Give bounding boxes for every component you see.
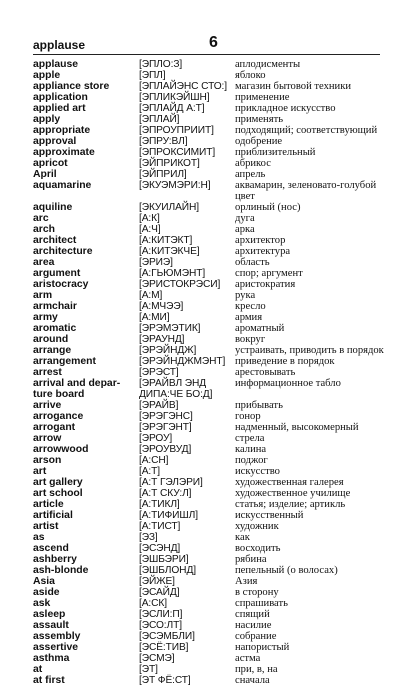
entry-headword: art gallery (33, 477, 83, 488)
dictionary-entry (33, 180, 393, 202)
entry-transcription: [А:МЧЭЭ] (139, 301, 184, 312)
entry-translation: восходить (235, 543, 281, 554)
entry-transcription: [ЭРИЭ] (139, 257, 173, 268)
entry-headword: art school (33, 488, 83, 499)
entry-headword: aquamarine (33, 180, 92, 191)
entry-translation: Азия (235, 576, 258, 587)
dictionary-entry (33, 532, 393, 543)
entry-headword: arrive (33, 400, 62, 411)
entry-translation: прибывать (235, 400, 283, 411)
dictionary-entry (33, 224, 393, 235)
entry-transcription: [ЭЙПРИКОТ] (139, 158, 200, 169)
dictionary-entry (33, 554, 393, 565)
entry-translation: поджог (235, 455, 268, 466)
entry-translation: спрашивать (235, 598, 288, 609)
entry-headword: arrogant (33, 422, 76, 433)
dictionary-entry (33, 70, 393, 81)
entry-transcription: [А:ТИСТ] (139, 521, 181, 532)
entry-transcription: [А:КИТЭКЧЕ] (139, 246, 200, 257)
entry-headword: Asia (33, 576, 55, 587)
dictionary-entry (33, 455, 393, 466)
entry-translation: архитектура (235, 246, 291, 257)
dictionary-entry (33, 675, 393, 686)
entry-headword: application (33, 92, 88, 103)
entry-transcription: [ЭПЛАЙД А:Т] (139, 103, 205, 114)
entry-transcription: [ЭПРОКСИМИТ] (139, 147, 216, 158)
dictionary-entry (33, 664, 393, 675)
dictionary-entry (33, 202, 393, 213)
entry-transcription: [ЭШБЛОНД] (139, 565, 196, 576)
entry-translation: дуга (235, 213, 255, 224)
entry-transcription: [ЭРАЙВ] (139, 400, 179, 411)
entry-headword: article (33, 499, 64, 510)
dictionary-entry (33, 620, 393, 631)
dictionary-entry (33, 466, 393, 477)
entry-transcription: [ЭТ ФЁ:СТ] (139, 675, 191, 686)
dictionary-entry (33, 510, 393, 521)
entry-transcription: [ЭСЁ:ТИВ] (139, 642, 189, 653)
entry-translation: пепельный (о волосах) (235, 565, 338, 576)
entry-transcription: [ЭПРУ:ВЛ] (139, 136, 188, 147)
entry-headword: at first (33, 675, 65, 686)
entry-translation: одобрение (235, 136, 283, 147)
entry-transcription: [ЭСО:ЛТ] (139, 620, 182, 631)
entry-translation: стрела (235, 433, 265, 444)
entry-transcription: [ЭРЭЙНДЖ] (139, 345, 197, 356)
entry-headword: approximate (33, 147, 95, 158)
entry-transcription: [ЭСМЭ] (139, 653, 175, 664)
dictionary-entry (33, 158, 393, 169)
dictionary-entry (33, 345, 393, 356)
entry-translation: яблоко (235, 70, 266, 81)
dictionary-entry (33, 653, 393, 664)
dictionary-entry (33, 543, 393, 554)
entry-translation: вокруг (235, 334, 266, 345)
entry-translation: насилие (235, 620, 272, 631)
entry-headword: ask (33, 598, 51, 609)
entry-transcription: [ЭРЭГЭНС] (139, 411, 193, 422)
entry-headword: asleep (33, 609, 66, 620)
entry-translation: область (235, 257, 270, 268)
entry-transcription: [ЭРАУНД] (139, 334, 185, 345)
entry-headword: army (33, 312, 58, 323)
dictionary-entry (33, 499, 393, 510)
entry-transcription: [А:Т ГЭЛЭРИ] (139, 477, 203, 488)
entry-transcription: [ЭПЛ] (139, 70, 166, 81)
dictionary-entry (33, 631, 393, 642)
entry-transcription: [ЭПЛАЙЭНС СТО:] (139, 81, 228, 92)
dictionary-entry (33, 114, 393, 125)
entry-headword: arrogance (33, 411, 84, 422)
entry-headword: architect (33, 235, 77, 246)
entry-translation: художник (235, 521, 279, 532)
entry-translation: ароматный (235, 323, 285, 334)
entry-translation: спящий (235, 609, 270, 620)
dictionary-entry (33, 433, 393, 444)
entry-transcription: [ЭСЭМБЛИ] (139, 631, 195, 642)
entry-transcription: [ЭКУИЛАЙН] (139, 202, 199, 213)
entry-translation: рука (235, 290, 256, 301)
entry-headword: April (33, 169, 57, 180)
entry-transcription: [ЭПЛО:З] (139, 59, 183, 70)
entry-translation: художественное училище (235, 488, 351, 499)
entry-transcription: [А:МИ] (139, 312, 170, 323)
dictionary-entry (33, 257, 393, 268)
entry-headword: arch (33, 224, 55, 235)
entry-translation: искусственный (235, 510, 304, 521)
entry-transcription: [А:ГЬЮМЭНТ] (139, 268, 206, 279)
dictionary-entry (33, 521, 393, 532)
entry-headword: approval (33, 136, 77, 147)
entry-translation: аристократия (235, 279, 296, 290)
entry-transcription: [ЭПЛАЙ] (139, 114, 180, 125)
entry-transcription: [ЭРИСТОКРЭСИ] (139, 279, 221, 290)
entry-headword: at (33, 664, 43, 675)
dictionary-entry (33, 356, 393, 367)
entry-translation: аквамарин, зеленовато-голубой цвет (235, 180, 377, 202)
entry-headword: arrow (33, 433, 62, 444)
entry-translation: апрель (235, 169, 266, 180)
entry-translation: напористый (235, 642, 290, 653)
entry-headword: arrival and depar- ture board (33, 378, 121, 400)
entry-headword: aquiline (33, 202, 73, 213)
entry-transcription: [ЭТ] (139, 664, 158, 675)
entry-headword: architecture (33, 246, 93, 257)
dictionary-entry (33, 312, 393, 323)
entry-headword: aromatic (33, 323, 77, 334)
entry-translation: спор; аргумент (235, 268, 303, 279)
entry-translation: орлиный (нос) (235, 202, 301, 213)
entry-headword: artist (33, 521, 59, 532)
entry-transcription: [А:К] (139, 213, 160, 224)
running-head: applause (33, 38, 86, 52)
entry-headword: as (33, 532, 45, 543)
entry-translation: прикладное искусство (235, 103, 336, 114)
entry-translation: магазин бытовой техники (235, 81, 352, 92)
entry-transcription: [А:СК] (139, 598, 167, 609)
entry-translation: как (235, 532, 250, 543)
entry-transcription: [ЭЙПРИЛ] (139, 169, 187, 180)
entry-headword: apply (33, 114, 61, 125)
entry-translation: кресло (235, 301, 266, 312)
entry-translation: приведение в порядок (235, 356, 335, 367)
dictionary-entry (33, 213, 393, 224)
entry-headword: arson (33, 455, 62, 466)
entry-translation: в сторону (235, 587, 279, 598)
dictionary-entry (33, 609, 393, 620)
entry-headword: armchair (33, 301, 77, 312)
entry-headword: ascend (33, 543, 69, 554)
entry-headword: appliance store (33, 81, 110, 92)
dictionary-entry (33, 422, 393, 433)
entry-headword: arrowwood (33, 444, 89, 455)
dictionary-entry (33, 488, 393, 499)
entry-headword: applied art (33, 103, 86, 114)
dictionary-entry (33, 367, 393, 378)
entry-transcription: [ЭСЛИ:П] (139, 609, 183, 620)
entry-translation: при, в, на (235, 664, 278, 675)
entry-headword: aristocracy (33, 279, 89, 290)
entry-transcription: [ЭСАЙД] (139, 587, 180, 598)
entry-transcription: [ЭПЛИКЭЙШН] (139, 92, 210, 103)
entry-headword: apricot (33, 158, 68, 169)
entry-headword: appropriate (33, 125, 91, 136)
entry-translation: информационное табло (235, 378, 341, 389)
entry-transcription: [ЭЙЖЕ] (139, 576, 175, 587)
entry-headword: arm (33, 290, 53, 301)
entry-headword: apple (33, 70, 61, 81)
dictionary-entry (33, 642, 393, 653)
entry-translation: рябина (235, 554, 267, 565)
entry-translation: устраивать, приводить в порядок (235, 345, 384, 356)
page-number: 6 (209, 34, 218, 51)
entry-transcription: [ЭРЭМЭТИК] (139, 323, 201, 334)
entry-transcription: [А:М] (139, 290, 163, 301)
entry-translation: надменный, высокомерный (235, 422, 359, 433)
dictionary-entry (33, 59, 393, 70)
dictionary-entry (33, 169, 393, 180)
entry-headword: argument (33, 268, 81, 279)
entry-headword: around (33, 334, 69, 345)
dictionary-entry (33, 268, 393, 279)
page-header (33, 36, 380, 54)
dictionary-entry (33, 576, 393, 587)
dictionary-entry (33, 136, 393, 147)
entry-translation: статья; изделие; артикль (235, 499, 346, 510)
dictionary-entry (33, 378, 393, 400)
entry-translation: приблизительный (235, 147, 316, 158)
entry-headword: arrangement (33, 356, 96, 367)
dictionary-entry (33, 598, 393, 609)
dictionary-entry (33, 246, 393, 257)
entry-transcription: [А:ТИФИШЛ] (139, 510, 198, 521)
entry-translation: подходящий; соответствующий (235, 125, 378, 136)
dictionary-entry (33, 301, 393, 312)
dictionary-entry (33, 92, 393, 103)
dictionary-entry (33, 587, 393, 598)
dictionary-entry (33, 81, 393, 92)
entry-headword: arc (33, 213, 49, 224)
entry-headword: arrest (33, 367, 62, 378)
dictionary-entry (33, 103, 393, 114)
dictionary-entry (33, 235, 393, 246)
entry-headword: assault (33, 620, 69, 631)
entry-transcription: [ЭРЭЙНДЖМЭНТ] (139, 356, 226, 367)
entry-transcription: [А:СН] (139, 455, 169, 466)
entry-headword: area (33, 257, 55, 268)
entry-transcription: [А:ТИКЛ] (139, 499, 180, 510)
header-rule (33, 54, 380, 55)
entry-headword: ashberry (33, 554, 77, 565)
dictionary-entry (33, 334, 393, 345)
entry-transcription: [ЭРОУВУД] (139, 444, 192, 455)
entry-transcription: [ЭПРОУПРИИТ] (139, 125, 214, 136)
entry-transcription: [ЭРЭСТ] (139, 367, 179, 378)
entry-headword: asthma (33, 653, 70, 664)
entry-transcription: [ЭКУЭМЭРИ:Н] (139, 180, 211, 191)
entry-translation: аплодисменты (235, 59, 301, 70)
entry-translation: абрикос (235, 158, 271, 169)
entry-translation: искусство (235, 466, 280, 477)
entry-transcription: [ЭСЭНД] (139, 543, 181, 554)
entry-headword: assembly (33, 631, 81, 642)
entry-translation: армия (235, 312, 263, 323)
entry-translation: калина (235, 444, 267, 455)
entry-translation: арка (235, 224, 255, 235)
dictionary-entry (33, 477, 393, 488)
entry-translation: художественная галерея (235, 477, 344, 488)
entry-headword: artificial (33, 510, 73, 521)
dictionary-entries (33, 59, 393, 686)
entry-headword: assertive (33, 642, 79, 653)
entry-translation: арестовывать (235, 367, 296, 378)
entry-transcription: [ЭШБЭРИ] (139, 554, 189, 565)
entry-translation: гонор (235, 411, 261, 422)
entry-headword: aside (33, 587, 60, 598)
entry-transcription: [ЭРЭГЭНТ] (139, 422, 192, 433)
entry-headword: applause (33, 59, 79, 70)
dictionary-entry (33, 125, 393, 136)
entry-transcription: [ЭЗ] (139, 532, 158, 543)
dictionary-entry (33, 147, 393, 158)
entry-translation: применять (235, 114, 284, 125)
entry-translation: собрание (235, 631, 277, 642)
entry-translation: сначала (235, 675, 270, 686)
entry-transcription: [А:Ч] (139, 224, 161, 235)
entry-translation: применение (235, 92, 290, 103)
entry-transcription: [А:КИТЭКТ] (139, 235, 193, 246)
entry-transcription: [ЭРОУ] (139, 433, 173, 444)
entry-transcription: [ЭРАЙВЛ ЭНД ДИПА:ЧЕ БО:Д] (139, 378, 213, 400)
entry-transcription: [А:Т СКУ:Л] (139, 488, 192, 499)
entry-translation: астма (235, 653, 261, 664)
dictionary-entry (33, 400, 393, 411)
entry-headword: ash-blonde (33, 565, 89, 576)
entry-headword: arrange (33, 345, 72, 356)
dictionary-entry (33, 411, 393, 422)
entry-translation: архитектор (235, 235, 286, 246)
dictionary-entry (33, 290, 393, 301)
dictionary-entry (33, 444, 393, 455)
dictionary-entry (33, 279, 393, 290)
dictionary-entry (33, 323, 393, 334)
entry-headword: art (33, 466, 47, 477)
dictionary-entry (33, 565, 393, 576)
entry-transcription: [А:Т] (139, 466, 161, 477)
